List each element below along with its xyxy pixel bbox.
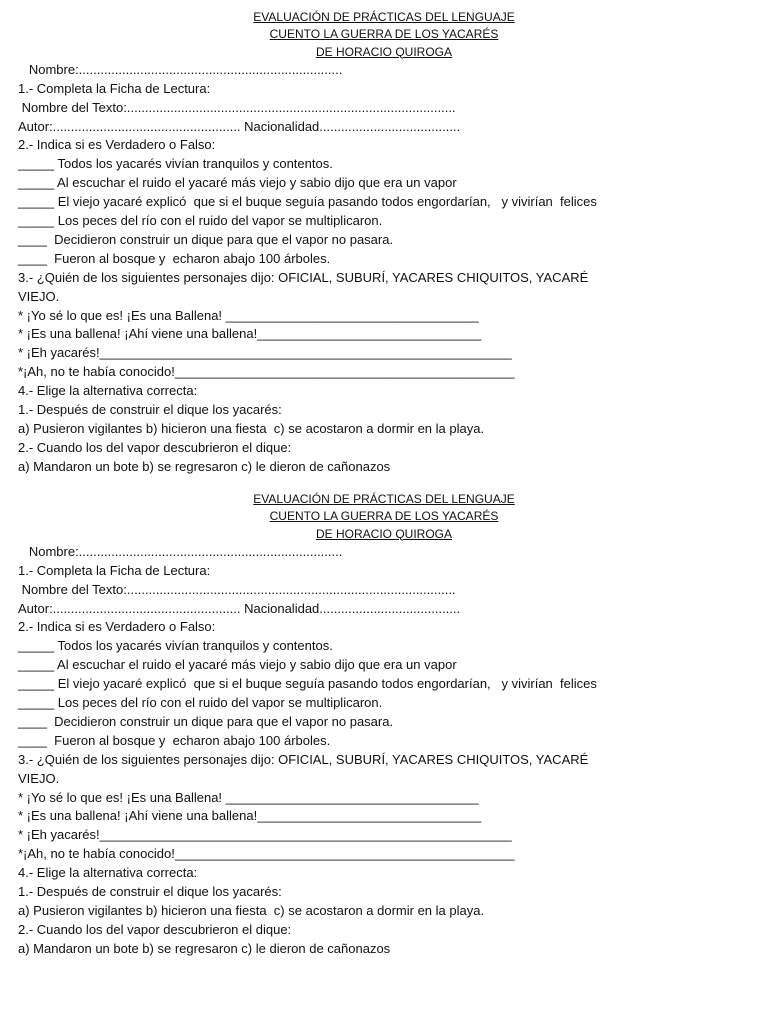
true-false-item: _____ El viejo yacaré explicó que si el buque seguía pasando todos engordarían, y vivirían felices bbox=[18, 194, 597, 210]
multiple-choice-line: a) Pusieron vigilantes b) hicieron una fiesta c) se acostaron a dormir en la playa. bbox=[18, 902, 485, 918]
question-3-heading: 3.- ¿Quién de los siguientes personajes dijo: OFICIAL, SUBURÍ, YACARES CHIQUITOS, YACARÉ VIEJO. bbox=[18, 269, 589, 304]
text-name-field-line: Nombre del Texto:........................................................................................... bbox=[18, 581, 456, 597]
true-false-item: _____ Todos los yacarés vivían tranquilos y contentos. bbox=[18, 638, 333, 654]
name-field-line: Nombre:......................................................................... bbox=[18, 61, 343, 77]
question-1-heading: 1.- Completa la Ficha de Lectura: bbox=[18, 562, 211, 578]
quote-item: * ¡Yo sé lo que es! ¡Es una Ballena! ___________________________________ bbox=[18, 307, 479, 323]
true-false-item: _____ El viejo yacaré explicó que si el buque seguía pasando todos engordarían, y vivirían felices bbox=[18, 676, 597, 692]
true-false-item: _____ Todos los yacarés vivían tranquilos y contentos. bbox=[18, 156, 333, 172]
name-field-line: Nombre:......................................................................... bbox=[18, 543, 343, 559]
question-2-heading: 2.- Indica si es Verdadero o Falso: bbox=[18, 619, 216, 635]
multiple-choice-line: a) Mandaron un bote b) se regresaron c) le dieron de cañonazos bbox=[18, 940, 391, 956]
true-false-item: ____ Fueron al bosque y echaron abajo 100 árboles. bbox=[18, 250, 331, 266]
true-false-item: _____ Los peces del río con el ruido del vapor se multiplicaron. bbox=[18, 695, 383, 711]
title-line-2: CUENTO LA GUERRA DE LOS YACARÉS bbox=[269, 27, 499, 42]
true-false-item: ____ Decidieron construir un dique para que el vapor no pasara. bbox=[18, 713, 394, 729]
quote-item: * ¡Eh yacarés!_________________________________________________________ bbox=[18, 345, 512, 361]
multiple-choice-line: a) Pusieron vigilantes b) hicieron una fiesta c) se acostaron a dormir en la playa. bbox=[18, 420, 485, 436]
title-line-1: EVALUACIÓN DE PRÁCTICAS DEL LENGUAJE bbox=[253, 10, 515, 24]
quote-item: * ¡Yo sé lo que es! ¡Es una Ballena! ___________________________________ bbox=[18, 789, 479, 805]
title-line-3: DE HORACIO QUIROGA bbox=[315, 526, 452, 541]
quote-item: *¡Ah, no te había conocido!_______________________________________________ bbox=[18, 364, 515, 380]
question-4-heading: 4.- Elige la alternativa correcta: bbox=[18, 383, 198, 399]
question-1-heading: 1.- Completa la Ficha de Lectura: bbox=[18, 80, 211, 96]
quote-item: * ¡Es una ballena! ¡Ahí viene una ballena!_______________________________ bbox=[18, 808, 482, 824]
multiple-choice-line: a) Mandaron un bote b) se regresaron c) le dieron de cañonazos bbox=[18, 458, 391, 474]
evaluation-copy-1 bbox=[18, 9, 758, 477]
title-line-2: CUENTO LA GUERRA DE LOS YACARÉS bbox=[269, 509, 499, 524]
true-false-item: ____ Decidieron construir un dique para que el vapor no pasara. bbox=[18, 231, 394, 247]
true-false-item: _____ Los peces del río con el ruido del vapor se multiplicaron. bbox=[18, 213, 383, 229]
text-name-field-line: Nombre del Texto:........................................................................................... bbox=[18, 99, 456, 115]
question-3-heading: 3.- ¿Quién de los siguientes personajes dijo: OFICIAL, SUBURÍ, YACARES CHIQUITOS, YACARÉ VIEJO. bbox=[18, 751, 589, 786]
author-nationality-line: Autor:.................................................... Nacionalidad....................................... bbox=[18, 118, 461, 134]
title-line-3: DE HORACIO QUIROGA bbox=[315, 44, 452, 59]
question-2-heading: 2.- Indica si es Verdadero o Falso: bbox=[18, 137, 216, 153]
true-false-item: ____ Fueron al bosque y echaron abajo 100 árboles. bbox=[18, 732, 331, 748]
author-nationality-line: Autor:.................................................... Nacionalidad....................................... bbox=[18, 600, 461, 616]
multiple-choice-line: 2.- Cuando los del vapor descubrieron el dique: bbox=[18, 921, 292, 937]
question-4-heading: 4.- Elige la alternativa correcta: bbox=[18, 865, 198, 881]
quote-item: * ¡Es una ballena! ¡Ahí viene una ballena!_______________________________ bbox=[18, 326, 482, 342]
true-false-item: _____ Al escuchar el ruido el yacaré más viejo y sabio dijo que era un vapor bbox=[18, 175, 457, 191]
true-false-item: _____ Al escuchar el ruido el yacaré más viejo y sabio dijo que era un vapor bbox=[18, 657, 457, 673]
multiple-choice-line: 1.- Después de construir el dique los yacarés: bbox=[18, 401, 282, 417]
evaluation-copy-2 bbox=[18, 491, 758, 959]
title-line-1: EVALUACIÓN DE PRÁCTICAS DEL LENGUAJE bbox=[253, 492, 515, 506]
multiple-choice-line: 2.- Cuando los del vapor descubrieron el dique: bbox=[18, 439, 292, 455]
multiple-choice-line: 1.- Después de construir el dique los yacarés: bbox=[18, 883, 282, 899]
quote-item: * ¡Eh yacarés!_________________________________________________________ bbox=[18, 827, 512, 843]
quote-item: *¡Ah, no te había conocido!_______________________________________________ bbox=[18, 846, 515, 862]
